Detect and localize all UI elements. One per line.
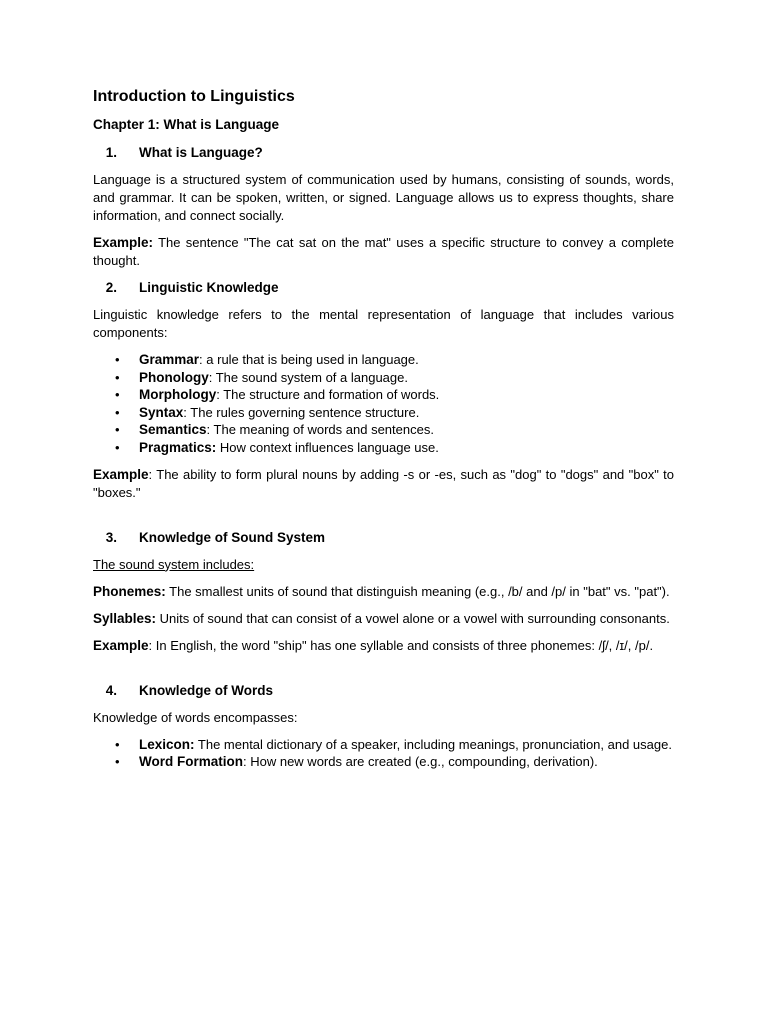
syllables-label: Syllables: (93, 610, 157, 626)
phonemes-paragraph (93, 583, 674, 601)
list-term: Morphology (139, 387, 217, 403)
list-text: : How new words are created (e.g., compounding, derivation). (243, 754, 598, 770)
list-term: Semantics (139, 422, 207, 438)
example-label: Example: (93, 235, 154, 250)
list-item (93, 351, 674, 369)
example-text: : In English, the word "ship" has one syllable and consists of three phonemes: /ʃ/, /ɪ/, /p/. (148, 637, 654, 653)
section-heading-2 (93, 279, 674, 297)
chapter-heading: Chapter 1: What is Language (93, 117, 280, 132)
underlined-intro (93, 556, 674, 574)
syllables-paragraph (93, 610, 674, 628)
section-title: Knowledge of Sound System (139, 529, 326, 545)
spacer (93, 511, 674, 529)
list-item (93, 404, 674, 422)
list-item (93, 753, 674, 771)
list-term: Lexicon: (139, 736, 195, 752)
bullet: • (115, 754, 120, 770)
document-title: Introduction to Linguistics (93, 88, 295, 105)
list-text: : The meaning of words and sentences. (206, 422, 434, 438)
example-text: The sentence "The cat sat on the mat" uses a specific structure to convey a complete thought. (93, 235, 674, 268)
bullet: • (115, 439, 120, 455)
components-list (93, 351, 674, 457)
paragraph: Language is a structured system of communication used by humans, consisting of sounds, words, and grammar. It can be spoken, written, or signed. Language allows us to express thoughts, share information, and connect socially. (93, 172, 674, 223)
intro-text: The sound system includes: (93, 556, 255, 572)
bullet: • (115, 404, 120, 420)
section-title: Linguistic Knowledge (139, 280, 279, 295)
section-title: Knowledge of Words (139, 682, 273, 698)
list-text: : a rule that is being used in language. (199, 352, 419, 367)
list-text: : The structure and formation of words. (216, 387, 440, 403)
example-text: : The ability to form plural nouns by adding -s or -es, such as "dog" to "dogs" and "box" to "boxes." (93, 466, 674, 500)
spacer (93, 664, 674, 682)
list-term: Phonology (139, 369, 209, 385)
bullet: • (115, 369, 120, 385)
phonemes-text: The smallest units of sound that distinguish meaning (e.g., /b/ and /p/ in "bat" vs. "pat"). (165, 583, 670, 599)
example-paragraph (93, 637, 674, 655)
list-item (93, 421, 674, 439)
list-item (93, 439, 674, 457)
paragraph: Knowledge of words encompasses: (93, 709, 298, 725)
phonemes-label: Phonemes: (93, 583, 166, 599)
section-heading-4 (93, 682, 674, 700)
list-item (93, 386, 674, 404)
section-number: 2. (105, 280, 117, 295)
example-paragraph (93, 234, 674, 270)
section-number: 3. (105, 529, 117, 545)
example-paragraph (93, 466, 674, 502)
words-list (93, 736, 674, 771)
list-text: : The sound system of a language. (208, 369, 408, 385)
section-number: 1. (105, 145, 117, 160)
section-number: 4. (105, 682, 117, 698)
bullet: • (115, 422, 120, 438)
section-heading-1 (93, 144, 674, 162)
section-title: What is Language? (139, 145, 263, 160)
document-content (93, 86, 674, 780)
syllables-text: Units of sound that can consist of a vowel alone or a vowel with surrounding consonants. (156, 610, 670, 626)
bullet: • (115, 387, 120, 403)
list-text: The mental dictionary of a speaker, including meanings, pronunciation, and usage. (194, 736, 672, 752)
list-term: Syntax (139, 404, 184, 420)
list-item (93, 736, 674, 754)
bullet: • (115, 736, 120, 752)
list-term: Pragmatics: (139, 439, 217, 455)
paragraph: Linguistic knowledge refers to the mental representation of language that includes various components: (93, 307, 674, 340)
bullet: • (115, 352, 120, 367)
example-label: Example (93, 466, 149, 482)
section-heading-3 (93, 529, 674, 547)
list-term: Word Formation (139, 754, 243, 770)
example-label: Example (93, 637, 149, 653)
list-text: : The rules governing sentence structure. (183, 404, 420, 420)
list-item (93, 369, 674, 387)
list-term: Grammar (139, 352, 200, 367)
list-text: How context influences language use. (216, 439, 439, 455)
